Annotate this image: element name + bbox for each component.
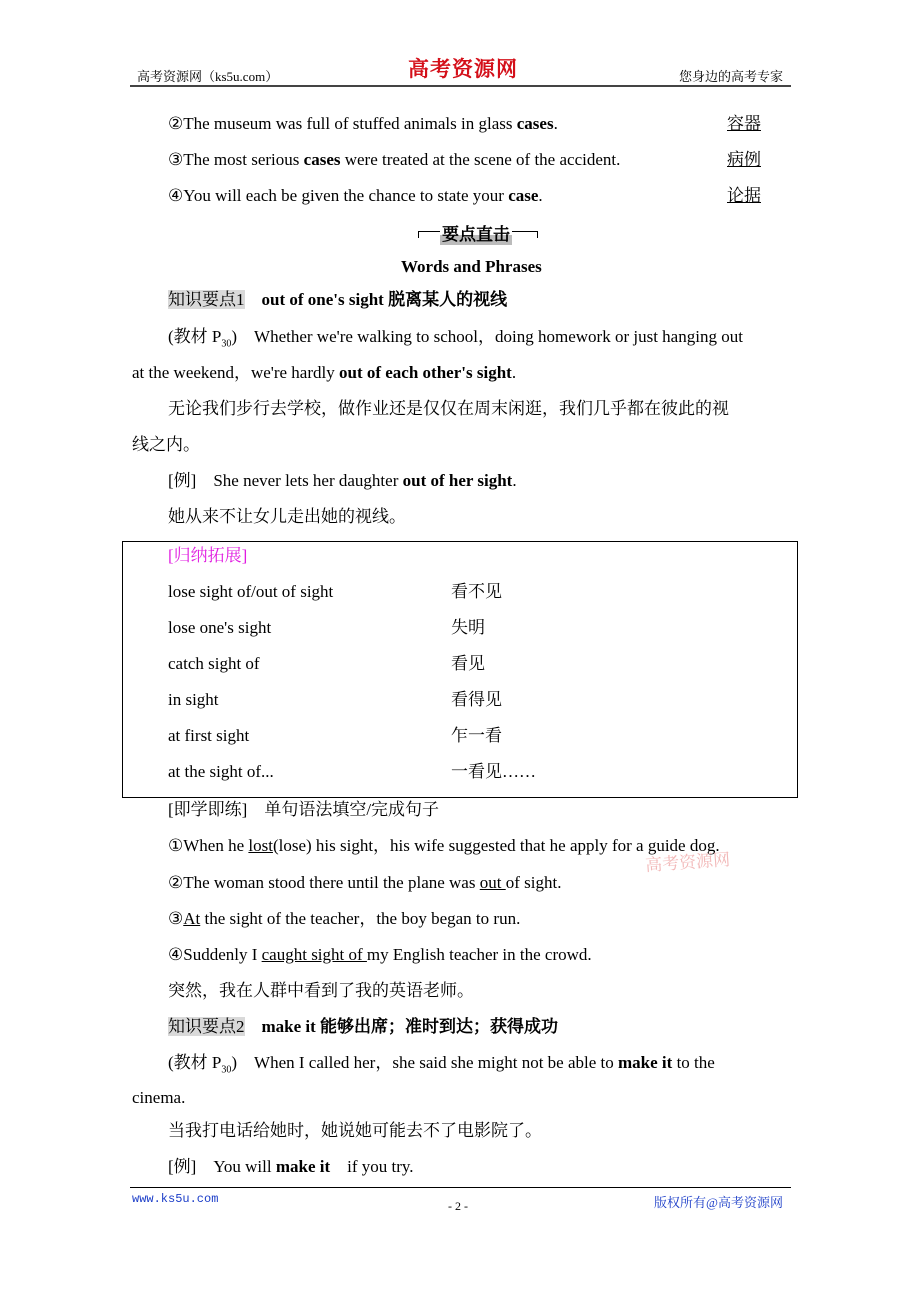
meaning-answer: 病例 (727, 150, 761, 169)
phrase: catch sight of (168, 654, 260, 673)
text-segment: (lose) his sight，his wife suggested that he apply for a guide dog. (272, 836, 720, 855)
answer-blank: At (183, 909, 201, 928)
text-segment: ) Whether we're walking to school，doing homework or just hanging out (231, 327, 743, 346)
watermark: 高考资源网 (644, 850, 731, 875)
section-banner (418, 222, 538, 245)
text-segment: 能够出席；准时到达；获得成功 (315, 1017, 559, 1036)
phrase: lose one's sight (168, 618, 272, 637)
text-line (168, 872, 561, 894)
meaning-answer: 论据 (727, 186, 761, 205)
text-segment: 无论我们步行去学校，做作业还是仅仅在周末闲逛，我们几乎都在彼此的视 (168, 399, 729, 418)
page-number: - 2 - (448, 1199, 468, 1213)
text-segment: ③The most serious (168, 150, 304, 169)
phrase: at the sight of... (168, 762, 274, 781)
text-segment: ①When he (168, 836, 249, 855)
text-segment: [即学即练] 单句语法填空/完成句子 (168, 800, 440, 819)
text-line (168, 326, 743, 355)
phrase-meaning: 乍一看 (451, 726, 502, 745)
text-segment: ) When I called her，she said she might not be able to (231, 1053, 619, 1072)
text-segment: 她从来不让女儿走出她的视线。 (168, 507, 406, 526)
knowledge-point-tag: 知识要点1 (168, 290, 245, 309)
phrase-meaning: 看见 (451, 654, 485, 673)
text-segment: my English teacher in the crowd. (366, 945, 592, 964)
text-line (168, 149, 620, 171)
text-segment: out of one's sight (261, 290, 384, 309)
text-segment: out of her sight (402, 471, 513, 490)
text-line (168, 908, 520, 930)
text-line (168, 835, 720, 857)
text-line (132, 362, 516, 384)
text-segment: 线之内。 (132, 435, 200, 454)
text-segment: cases (303, 150, 341, 169)
text-segment: at the weekend，we're hardly (132, 363, 339, 382)
text-segment: (教材 P (168, 327, 222, 346)
section-banner-title: 要点直击 (440, 220, 512, 245)
text-segment: 30 (221, 338, 232, 350)
text-line (168, 1052, 715, 1081)
text-segment: ④Suddenly I (168, 945, 262, 964)
text-segment: ②The museum was full of stuffed animals in glass (168, 114, 517, 133)
phrase-meaning: 失明 (451, 618, 485, 637)
text-segment: 30 (221, 1064, 232, 1076)
text-segment: cases (516, 114, 554, 133)
text-line (168, 398, 729, 420)
text-segment: were treated at the scene of the accident. (340, 150, 621, 169)
text-segment: . (538, 186, 543, 205)
text-line (168, 980, 474, 1002)
phrase-meaning: 看不见 (451, 582, 502, 601)
text-line (168, 113, 558, 135)
text-segment: 当我打电话给她时，她说她可能去不了电影院了。 (168, 1121, 542, 1140)
header-slogan: 您身边的高考专家 (678, 69, 783, 84)
phrase: lose sight of/out of sight (168, 582, 334, 601)
text-segment: ③ (168, 909, 184, 928)
header-divider (130, 85, 791, 87)
meaning-answer: 容器 (727, 114, 761, 133)
text-segment: Words and Phrases (401, 257, 542, 276)
footer-copyright: 版权所有@高考资源网 (654, 1195, 783, 1210)
answer-blank: out (479, 873, 506, 892)
text-line (132, 434, 200, 456)
text-segment: of sight. (505, 873, 562, 892)
text-segment: (教材 P (168, 1053, 222, 1072)
answer-blank: caught sight of (261, 945, 367, 964)
text-segment: make it (275, 1157, 331, 1176)
phrase-meaning: 一看见…… (451, 762, 536, 781)
text-line (168, 1120, 542, 1142)
phrase-meaning: 看得见 (451, 690, 502, 709)
text-line (168, 1016, 558, 1038)
header-logo: 高考资源网 (408, 57, 518, 81)
footer-link[interactable]: www.ks5u.com (132, 1192, 219, 1206)
text-segment: ②The woman stood there until the plane was (168, 873, 480, 892)
text-segment: 脱离某人的视线 (383, 290, 508, 309)
text-segment: . (511, 363, 517, 382)
text-segment: . (553, 114, 558, 133)
text-segment: ④You will each be given the chance to state your (168, 186, 509, 205)
text-segment: [例] You will (168, 1157, 276, 1176)
text-segment: make it (618, 1053, 673, 1072)
text-line (168, 289, 507, 311)
text-segment: cinema. (132, 1088, 186, 1107)
text-segment: the sight of the teacher，the boy began to run. (200, 909, 521, 928)
text-segment (245, 290, 262, 309)
answer-blank: lost (248, 836, 273, 855)
text-line (168, 506, 406, 528)
text-segment: make it (261, 1017, 316, 1036)
footer-divider (130, 1187, 791, 1188)
text-segment: case (508, 186, 539, 205)
text-segment: . (512, 471, 517, 490)
text-line (168, 944, 592, 966)
text-segment (245, 1017, 262, 1036)
header-site-name: 高考资源网（ks5u.com） (137, 69, 279, 84)
text-line (168, 1156, 414, 1178)
text-segment: [例] She never lets her daughter (168, 471, 403, 490)
text-segment: out of each other's sight (338, 363, 512, 382)
text-line (168, 799, 439, 821)
phrase: in sight (168, 690, 219, 709)
text-line (132, 1087, 185, 1109)
text-segment: [归纳拓展] (168, 546, 248, 565)
text-segment: to the (672, 1053, 715, 1072)
text-line (168, 185, 543, 207)
text-segment: if you try. (330, 1157, 414, 1176)
text-line (168, 470, 517, 492)
text-line (401, 256, 542, 278)
text-line (168, 545, 247, 567)
text-segment: 突然，我在人群中看到了我的英语老师。 (168, 981, 474, 1000)
knowledge-point-tag: 知识要点2 (168, 1017, 245, 1036)
phrase: at first sight (168, 726, 250, 745)
